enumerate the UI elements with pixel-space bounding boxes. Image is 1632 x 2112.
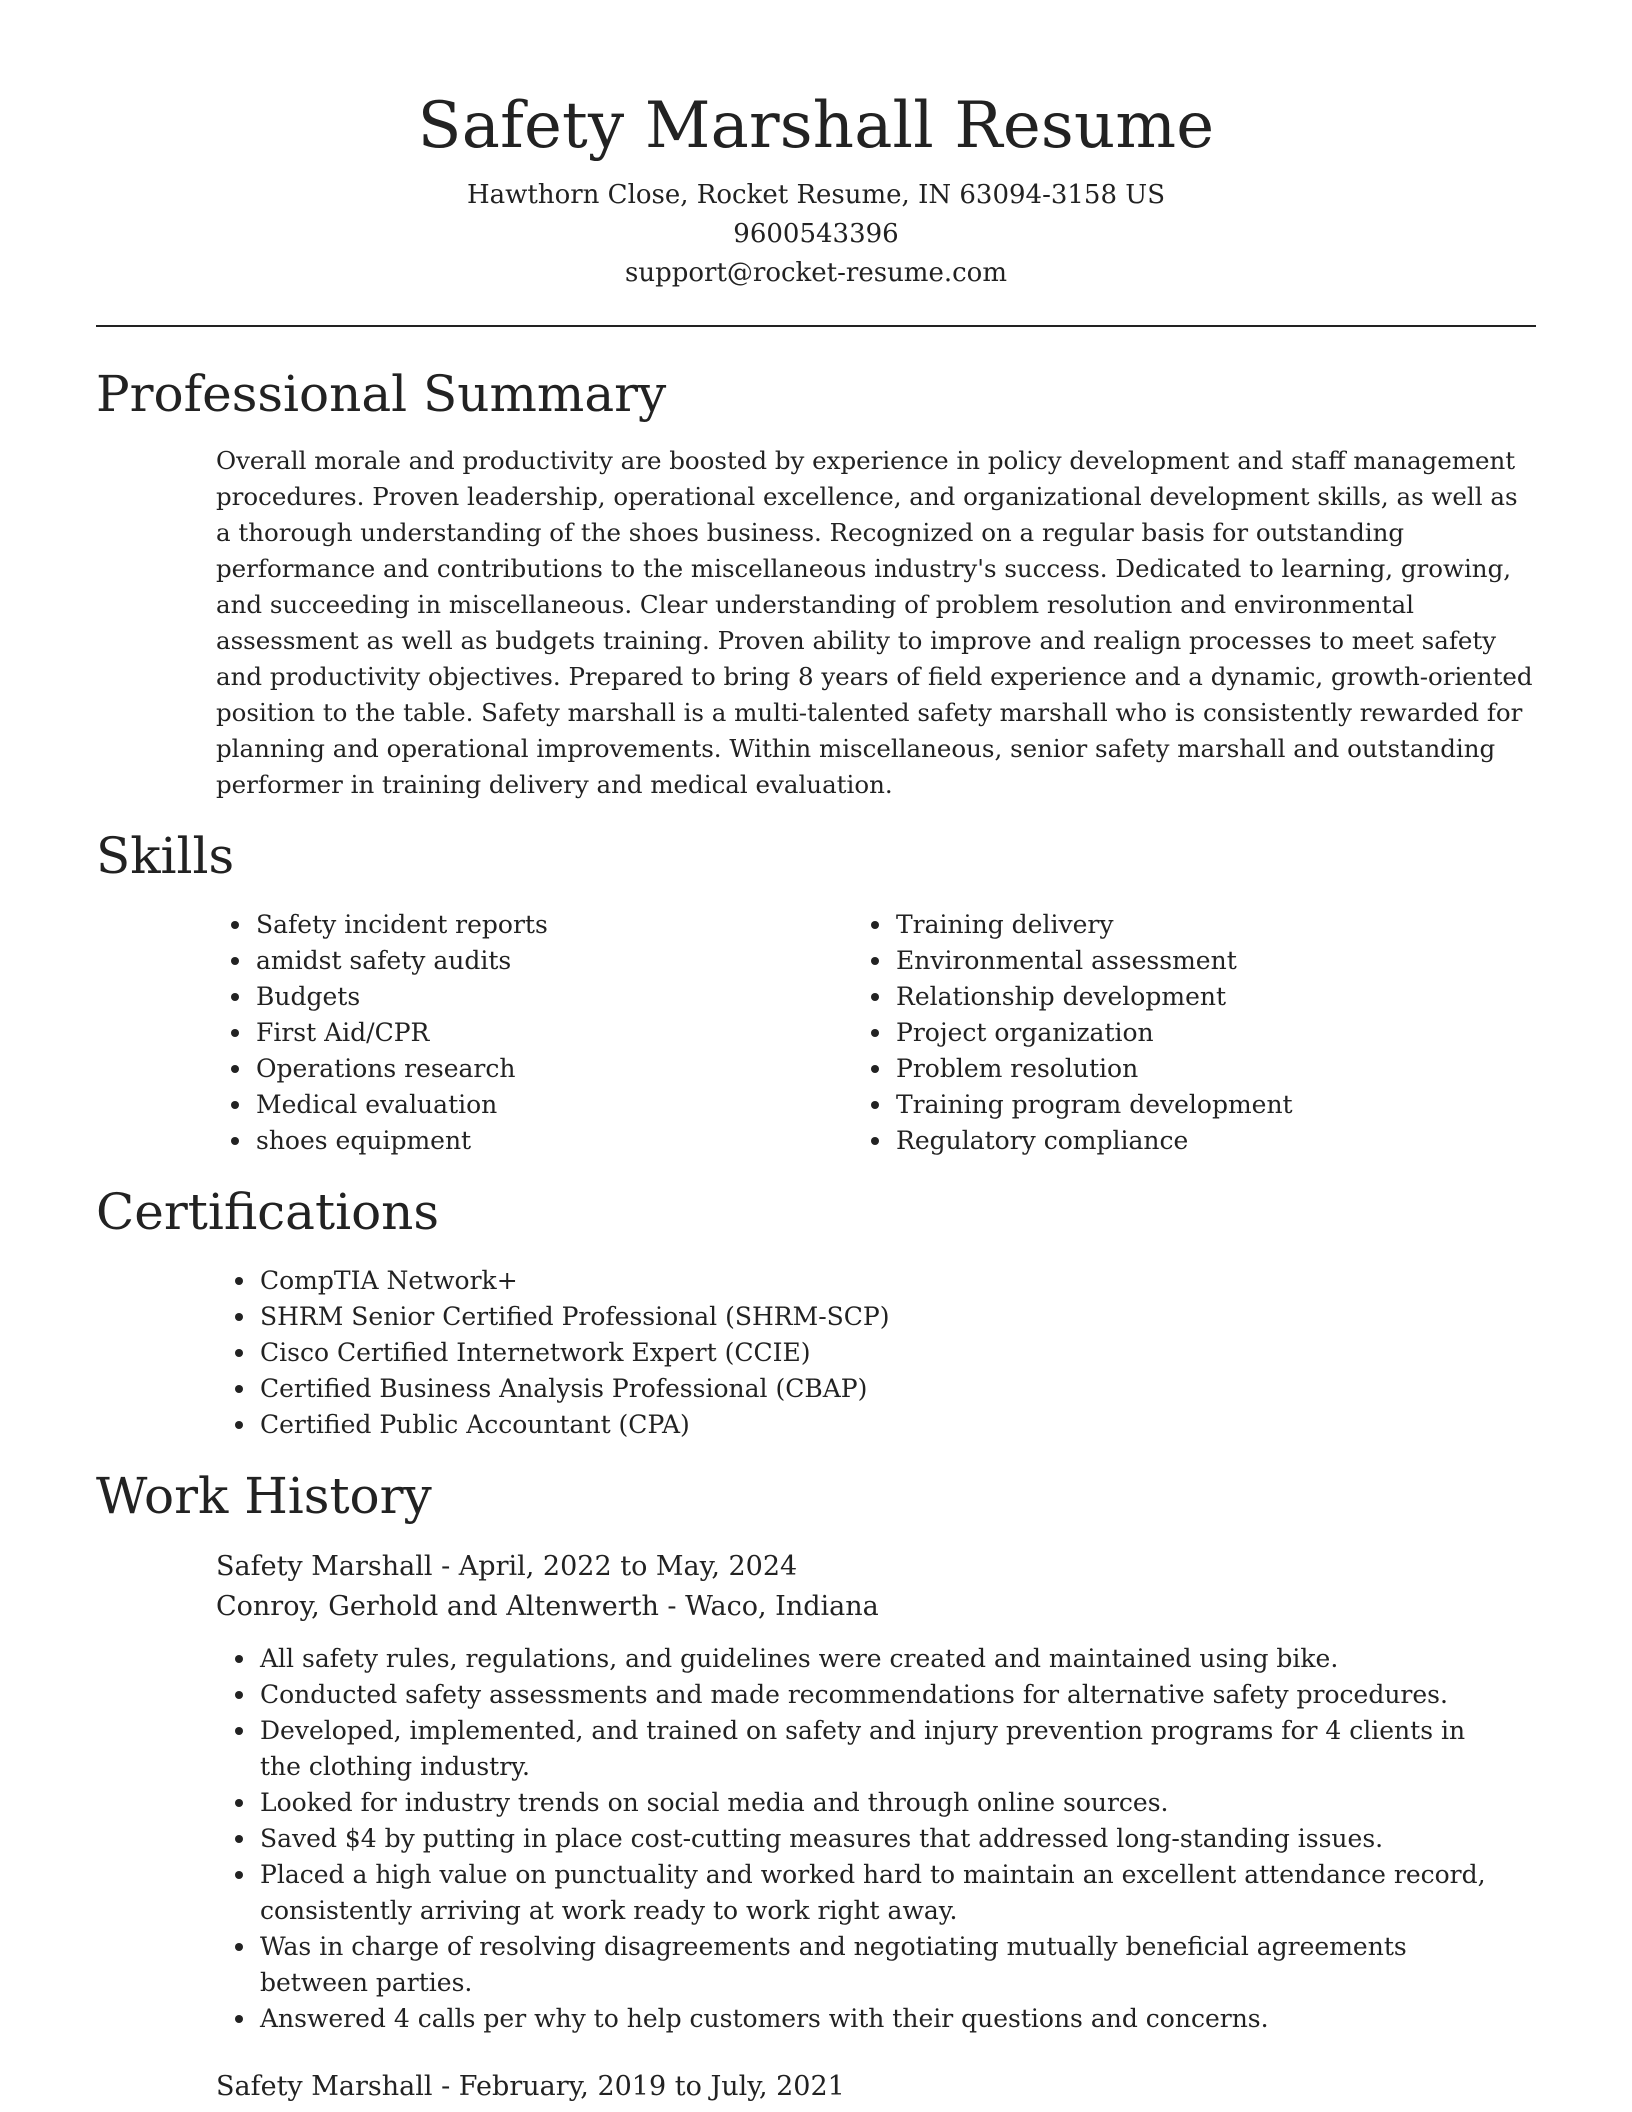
bullet-icon [235, 1421, 243, 1429]
skill-item [896, 1123, 1536, 1159]
skills-column-left [256, 907, 896, 1159]
skill-label: Training delivery [896, 910, 1114, 939]
skill-item [896, 907, 1536, 943]
job-title-line [216, 2067, 1536, 2107]
skill-item [256, 1015, 896, 1051]
skill-label: shoes equipment [256, 1126, 472, 1155]
contact-address: Hawthorn Close, Rocket Resume, IN 63094-3158 US [466, 180, 1166, 210]
skill-item [896, 943, 1536, 979]
skill-item [256, 1051, 896, 1087]
bullet-icon [235, 1943, 243, 1951]
job-bullet [260, 1857, 1500, 1929]
job-dates: - April, 2022 to May, 2024 [432, 1551, 798, 1582]
bullet-icon [231, 993, 239, 1001]
job-bullet [260, 1677, 1500, 1713]
bullet-icon [871, 1101, 879, 1109]
header-divider [96, 325, 1536, 327]
certification-item [260, 1299, 1536, 1335]
skill-item [256, 1123, 896, 1159]
bullet-icon [235, 1385, 243, 1393]
bullet-icon [235, 1871, 243, 1879]
contact-block [96, 176, 1536, 293]
skill-label: Medical evaluation [256, 1090, 498, 1119]
certifications-list [260, 1263, 1536, 1443]
contact-phone: 9600543396 [733, 219, 899, 249]
bullet-icon [231, 1137, 239, 1145]
bullet-icon [235, 1655, 243, 1663]
bullet-icon [231, 1101, 239, 1109]
bullet-icon [231, 921, 239, 929]
skills-column-right [896, 907, 1536, 1159]
bullet-icon [871, 1065, 879, 1073]
bullet-icon [231, 1065, 239, 1073]
job-bullet-text: Looked for industry trends on social media and through online sources. [260, 1788, 1169, 1817]
job-bullet-text: All safety rules, regulations, and guidelines were created and maintained using bike. [260, 1644, 1339, 1673]
skill-item [256, 943, 896, 979]
job-bullet [260, 1821, 1500, 1857]
summary-heading: Professional Summary [96, 365, 667, 423]
skill-label: Project organization [896, 1018, 1154, 1047]
job-bullet [260, 1929, 1500, 2001]
skill-label: Regulatory compliance [896, 1126, 1189, 1155]
job-bullet-text: Placed a high value on punctuality and worked hard to maintain an excellent attendance record, consistently arriving at work ready to work right away. [260, 1860, 1486, 1925]
bullet-icon [235, 1835, 243, 1843]
bullet-icon [871, 957, 879, 965]
job-header [216, 1547, 1536, 1627]
job-title: Safety Marshall [216, 1551, 433, 1582]
summary-text: Overall morale and productivity are boosted by experience in policy development and staff management procedures. Proven leadership, operational excellence, and organizational development skills, as well as a thorough understanding of the shoes business. Recognized on a regular basis for outstanding performance and contributions to the miscellaneous industry's success. Dedicated to learning, growing, and succeeding in miscellaneous. Clear understanding of problem resolution and environmental assessment as well as budgets training. Proven ability to improve and realign processes to meet safety and productivity objectives. Prepared to bring 8 years of field experience and a dynamic, growth-oriented position to the table. Safety marshall is a multi-talented safety marshall who is consistently rewarded for planning and operational improvements. Within miscellaneous, senior safety marshall and outstanding performer in training delivery and medical evaluation. [216, 446, 1533, 799]
bullet-icon [235, 1349, 243, 1357]
job-bullet-text: Was in charge of resolving disagreements and negotiating mutually beneficial agreements between parties. [260, 1932, 1407, 1997]
job-bullet-text: Answered 4 calls per why to help customers with their questions and concerns. [260, 2004, 1269, 2033]
bullet-icon [235, 1277, 243, 1285]
skill-item [896, 1051, 1536, 1087]
contact-email: support@rocket-resume.com [624, 258, 1007, 288]
page-title: Safety Marshall Resume [417, 89, 1215, 163]
skill-item [896, 1015, 1536, 1051]
bullet-icon [231, 957, 239, 965]
bullet-icon [235, 1313, 243, 1321]
bullet-icon [235, 1727, 243, 1735]
certification-label: Cisco Certified Internetwork Expert (CCIE) [260, 1338, 811, 1367]
certification-item [260, 1371, 1536, 1407]
job-bullet-text: Developed, implemented, and trained on safety and injury prevention programs for 4 clients in the clothing industry. [260, 1716, 1466, 1781]
job-company: Conroy, Gerhold and Altenwerth [216, 1591, 659, 1622]
bullet-icon [871, 993, 879, 1001]
skill-item [256, 907, 896, 943]
skill-item [256, 1087, 896, 1123]
skill-label: First Aid/CPR [256, 1018, 430, 1047]
resume-page [96, 0, 1536, 2107]
skill-item [256, 979, 896, 1015]
skill-label: Training program development [896, 1090, 1293, 1119]
job-bullet-text: Conducted safety assessments and made recommendations for alternative safety procedures. [260, 1680, 1448, 1709]
job-company-line [216, 1587, 1536, 1627]
skill-label: Environmental assessment [896, 946, 1237, 975]
certifications-heading: Certifications [96, 1183, 440, 1241]
certification-label: Certified Business Analysis Professional (CBAP) [260, 1374, 868, 1403]
job-bullet [260, 1713, 1500, 1785]
bullet-icon [871, 1137, 879, 1145]
skills-heading: Skills [96, 827, 235, 885]
certification-label: Certified Public Accountant (CPA) [260, 1410, 690, 1439]
bullet-icon [231, 1029, 239, 1037]
work-history-heading: Work History [96, 1467, 432, 1525]
skill-label: Relationship development [896, 982, 1227, 1011]
bullet-icon [235, 2015, 243, 2023]
job-title: Safety Marshall [216, 2071, 433, 2102]
skill-item [896, 1087, 1536, 1123]
skill-label: Safety incident reports [256, 910, 548, 939]
certification-label: SHRM Senior Certified Professional (SHRM-SCP) [260, 1302, 890, 1331]
bullet-icon [871, 1029, 879, 1037]
job-bullet [260, 1785, 1500, 1821]
skill-label: Problem resolution [896, 1054, 1139, 1083]
certification-item [260, 1335, 1536, 1371]
job-bullet [260, 2001, 1500, 2037]
certification-item [260, 1263, 1536, 1299]
bullet-icon [235, 1691, 243, 1699]
job-bullet [260, 1641, 1500, 1677]
job-bullet-text: Saved $4 by putting in place cost-cutting measures that addressed long-standing issues. [260, 1824, 1384, 1853]
certification-label: CompTIA Network+ [260, 1266, 518, 1295]
skill-item [896, 979, 1536, 1015]
job-location: - Waco, Indiana [658, 1591, 879, 1622]
skills-list [96, 907, 1536, 1159]
job-dates: - February, 2019 to July, 2021 [432, 2071, 845, 2102]
bullet-icon [871, 921, 879, 929]
bullet-icon [235, 1799, 243, 1807]
job-bullet-list [260, 1641, 1500, 2037]
certification-item [260, 1407, 1536, 1443]
job-title-line [216, 1547, 1536, 1587]
skill-label: Budgets [256, 982, 361, 1011]
skill-label: amidst safety audits [256, 946, 512, 975]
skill-label: Operations research [256, 1054, 516, 1083]
job-header [216, 2067, 1536, 2107]
